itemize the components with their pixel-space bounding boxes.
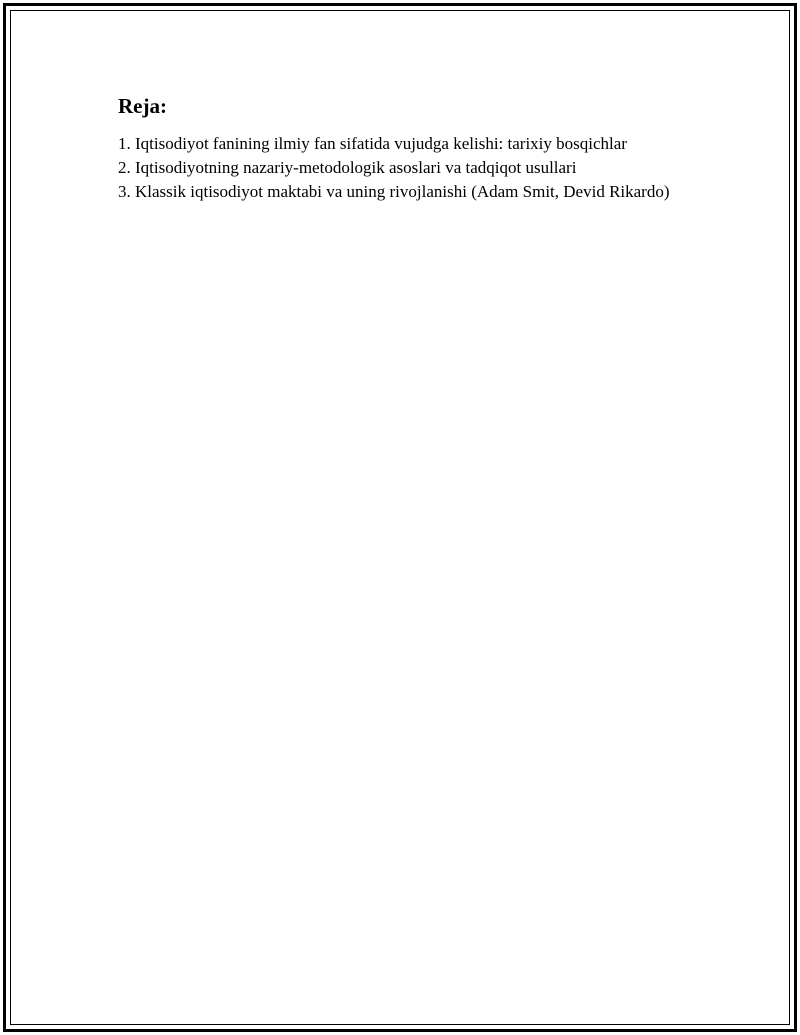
plan-list [118,132,678,204]
plan-item-1: 1. Iqtisodiyot fanining ilmiy fan sifatida vujudga kelishi: tarixiy bosqichlar [118,134,627,153]
document-body [118,93,678,204]
plan-item-2: 2. Iqtisodiyotning nazariy-metodologik asoslari va tadqiqot usullari [118,158,577,177]
plan-item-3: 3. Klassik iqtisodiyot maktabi va uning rivojlanishi (Adam Smit, Devid Rikardo) [118,182,670,201]
plan-heading: Reja: [118,94,167,118]
